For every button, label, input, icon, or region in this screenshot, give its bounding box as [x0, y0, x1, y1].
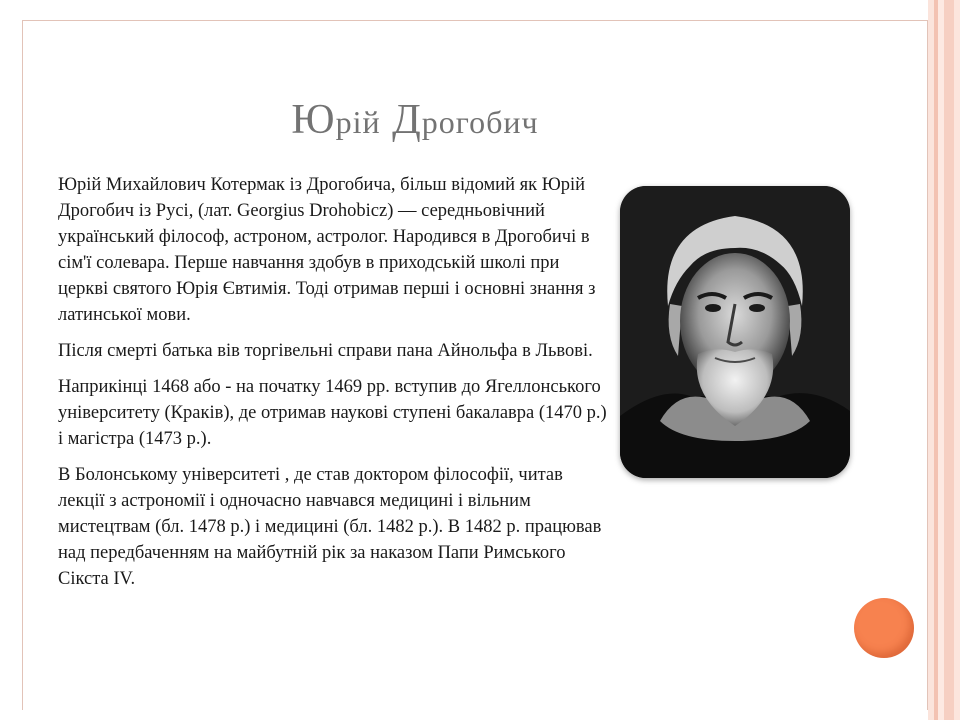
decor-stripe [954, 0, 960, 720]
decor-stripe [944, 0, 954, 720]
title-second-rest: рогобич [421, 104, 539, 140]
slide-title [0, 96, 830, 144]
portrait-image [620, 186, 850, 478]
portrait-icon [620, 186, 850, 478]
paragraph-krakow: Наприкінці 1468 або - на початку 1469 рр. вступив до Ягеллонського університету (Краків), де отримав наукові ступені бакалавра (1470 р.) і магістра (1473 р.). [58, 377, 607, 449]
title-first-rest: рій [335, 104, 381, 140]
paragraph-lviv: Після смерті батька вів торгівельні справи пана Айнольфа в Львові. [58, 341, 593, 361]
orange-circle-decor [854, 598, 914, 658]
paragraph-bologna: В Болонському університеті , де став доктором філософії, читав лекції з астрономії і одночасно навчався медицині і вільним мистецтвам (бл. 1478 р.) і медицині (бл. 1482 р.). В 1482 р. працював над передбаченням на майбутній рік за наказом Папи Римського Сікста IV. [58, 465, 602, 589]
slide-body [58, 172, 610, 602]
paragraph-biography: Юрій Михайлович Котермак із Дрогобича, більш відомий як Юрій Дрогобич із Русі, (лат. Georgius Drohobicz) — середньовічний український філософ, астроном, астролог. Народився в Дрогобичі в сім'ї солевара. Перше навчання здобув в приходській школі при церкві святого Юрія Євтимія. Тоді отримав перші і основні знання з латинської мови. [58, 175, 596, 325]
title-second-initial: Д [392, 97, 422, 143]
title-first-initial: Ю [291, 97, 336, 143]
